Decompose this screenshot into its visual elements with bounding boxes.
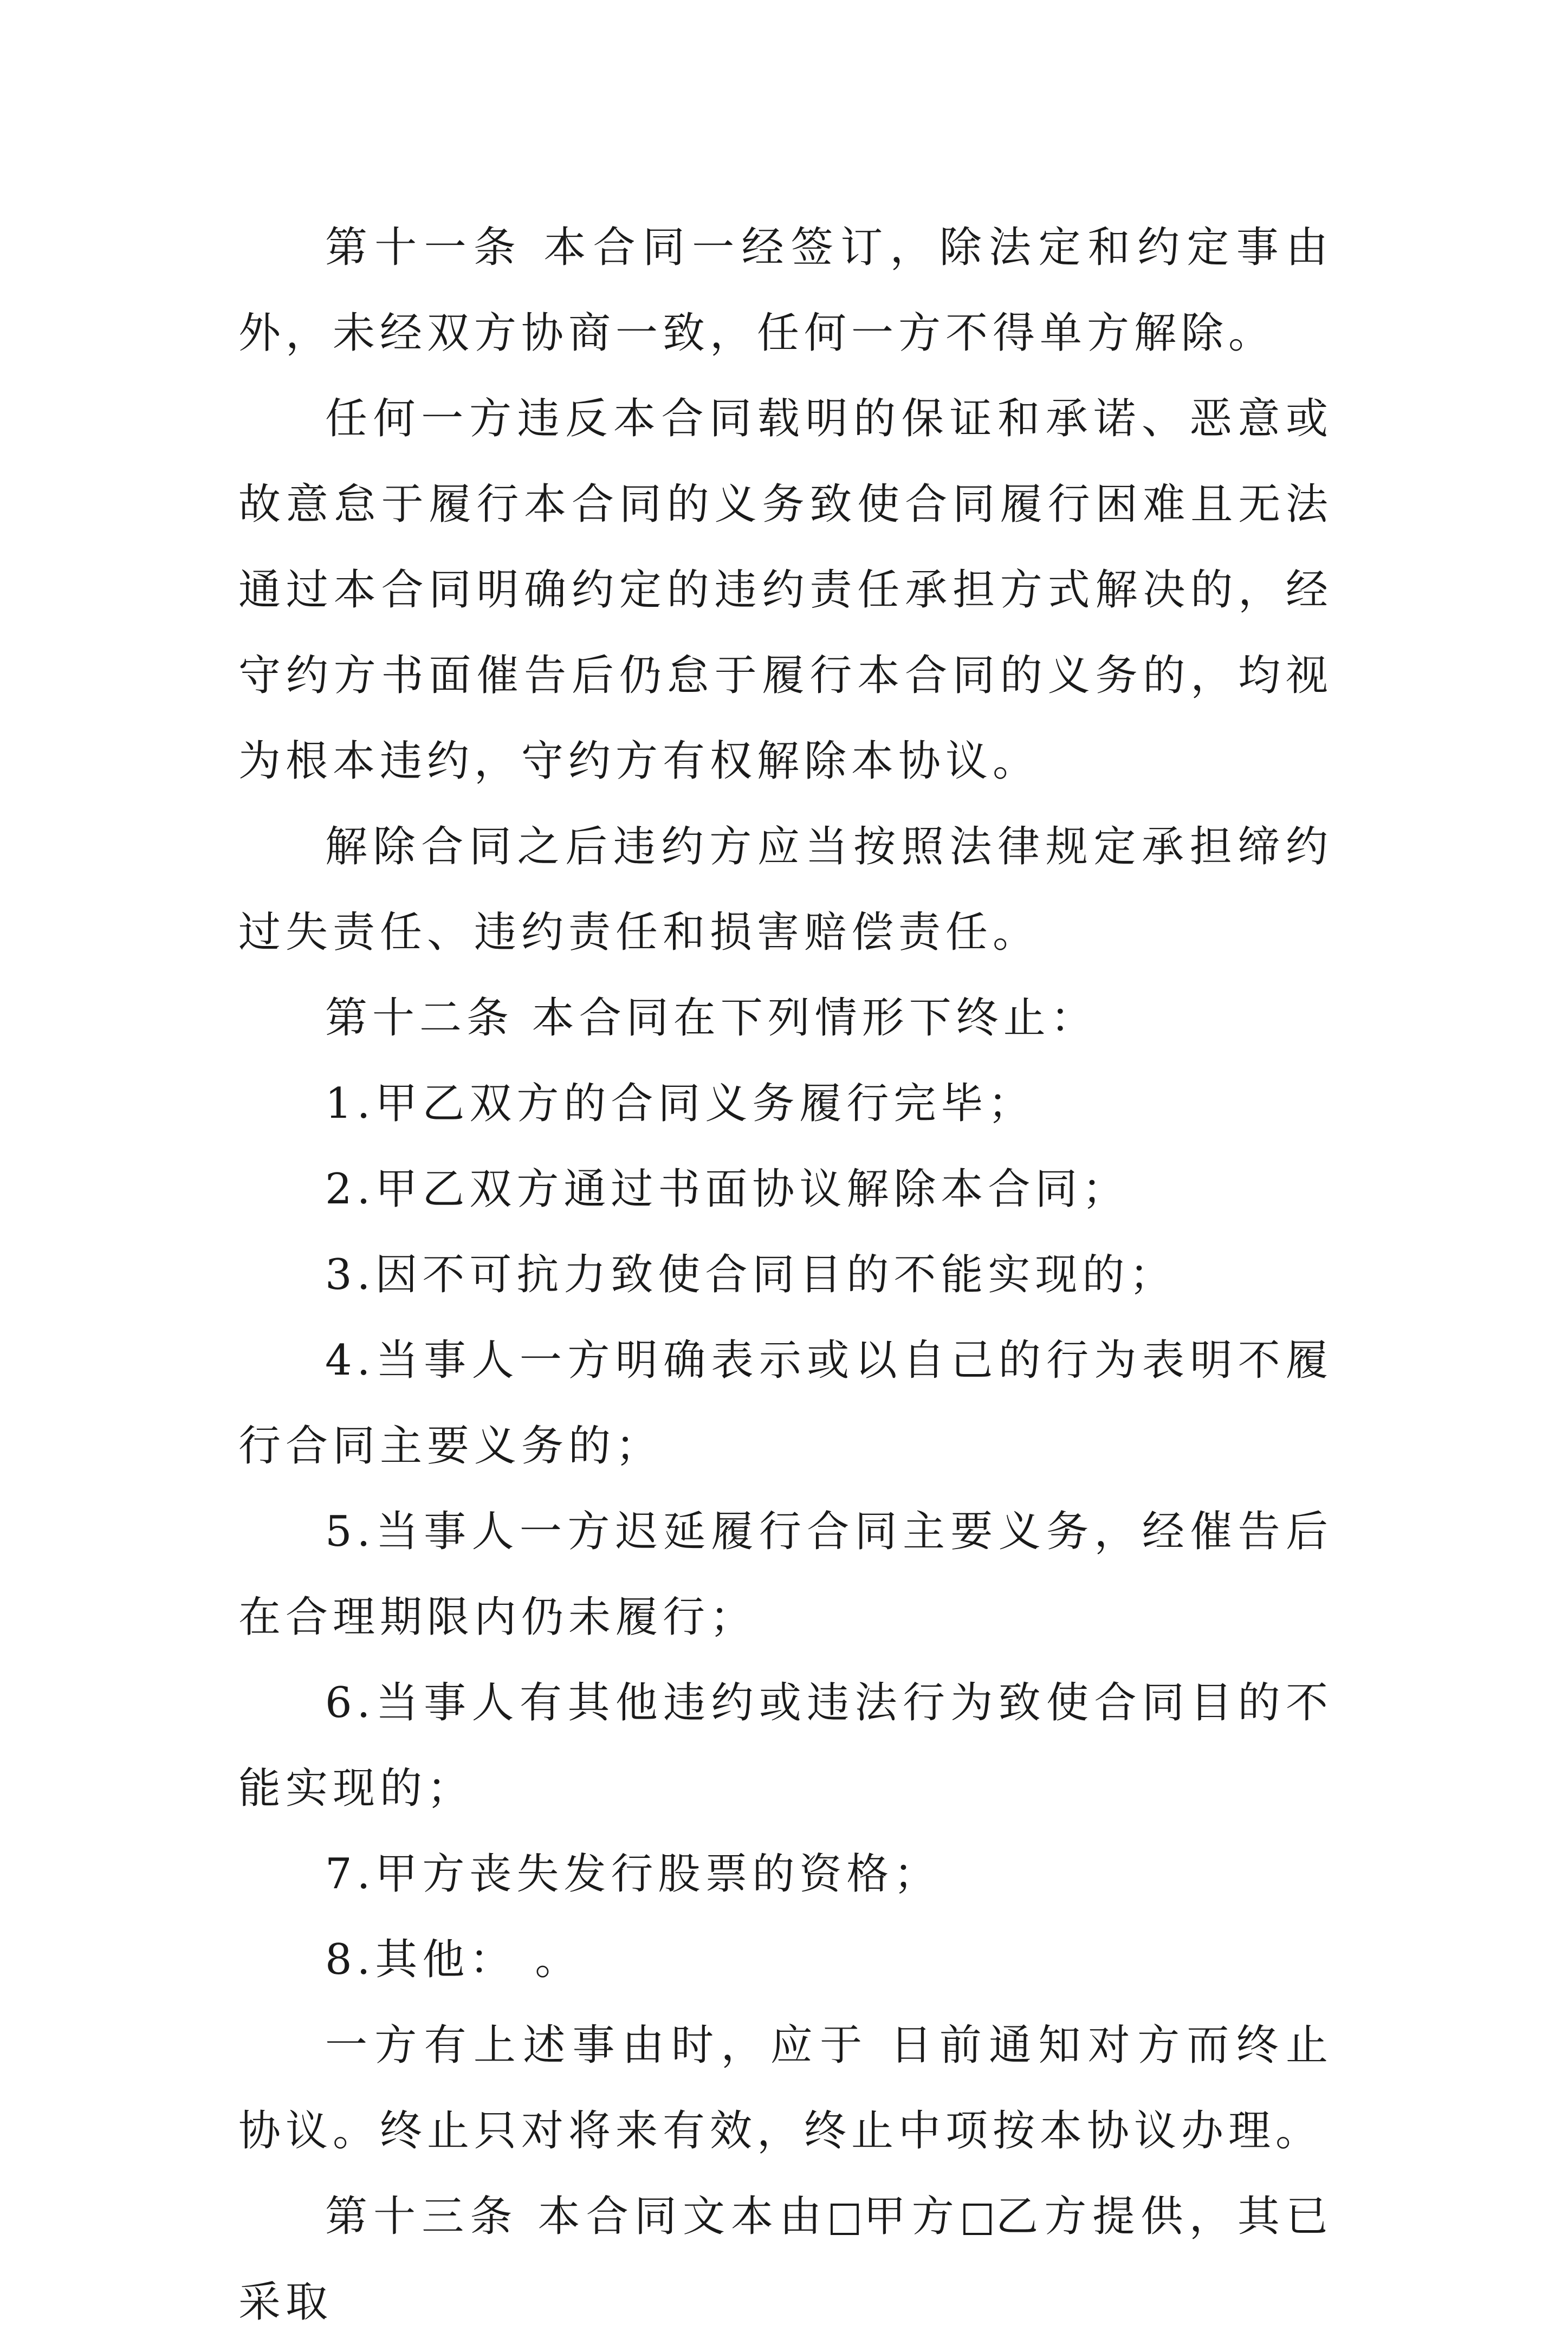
paragraph-breach: 任何一方违反本合同载明的保证和承诺、恶意或故意怠于履行本合同的义务致使合同履行困难且无法通过本合同明确约定的违约责任承担方式解决的，经守约方书面催告后仍怠于履行本合同的义务的，均视为根本违约，守约方有权解除本协议。: [238, 394, 1333, 786]
paragraph-article-12: 第十二条 本合同在下列情形下终止：: [325, 994, 1098, 1042]
paragraph-article-13: [238, 2174, 1333, 2345]
paragraph-liability: 解除合同之后违约方应当按照法律规定承担缔约过失责任、违约责任和损害赔偿责任。: [238, 822, 1333, 957]
list-item-6: 6.当事人有其他违约或违法行为致使合同目的不能实现的；: [238, 1679, 1333, 1813]
paragraph-termination-notice: 一方有上述事由时，应于 日前通知对方而终止协议。终止只对将来有效，终止中项按本协议办理。: [238, 2021, 1333, 2155]
list-item-7: 7.甲方丧失发行股票的资格；: [325, 1850, 941, 1899]
list-item-1: 1.甲乙双方的合同义务履行完毕；: [325, 1079, 1035, 1128]
list-item-4: 4.当事人一方明确表示或以自己的行为表明不履行合同主要义务的；: [238, 1336, 1333, 1471]
list-item-2: 2.甲乙双方通过书面协议解除本合同；: [325, 1165, 1130, 1214]
option-party-b-label: 乙方提供，其已采取: [238, 2192, 1333, 2327]
list-item-5: 5.当事人一方迟延履行合同主要义务，经催告后在合理期限内仍未履行；: [238, 1507, 1333, 1642]
list-item-8: 8.其他： 。: [325, 1935, 582, 1984]
paragraph-article-11: 第十一条 本合同一经签订，除法定和约定事由外，未经双方协商一致，任何一方不得单方解除。: [238, 223, 1333, 358]
checkbox-party-a[interactable]: [831, 2204, 859, 2235]
list-item-3: 3.因不可抗力致使合同目的不能实现的；: [325, 1251, 1177, 1299]
option-party-a-label: 甲方: [862, 2192, 960, 2241]
checkbox-party-b[interactable]: [963, 2204, 992, 2235]
article-13-prefix: 第十三条 本合同文本由: [325, 2192, 828, 2241]
document-body: [238, 205, 1333, 2345]
